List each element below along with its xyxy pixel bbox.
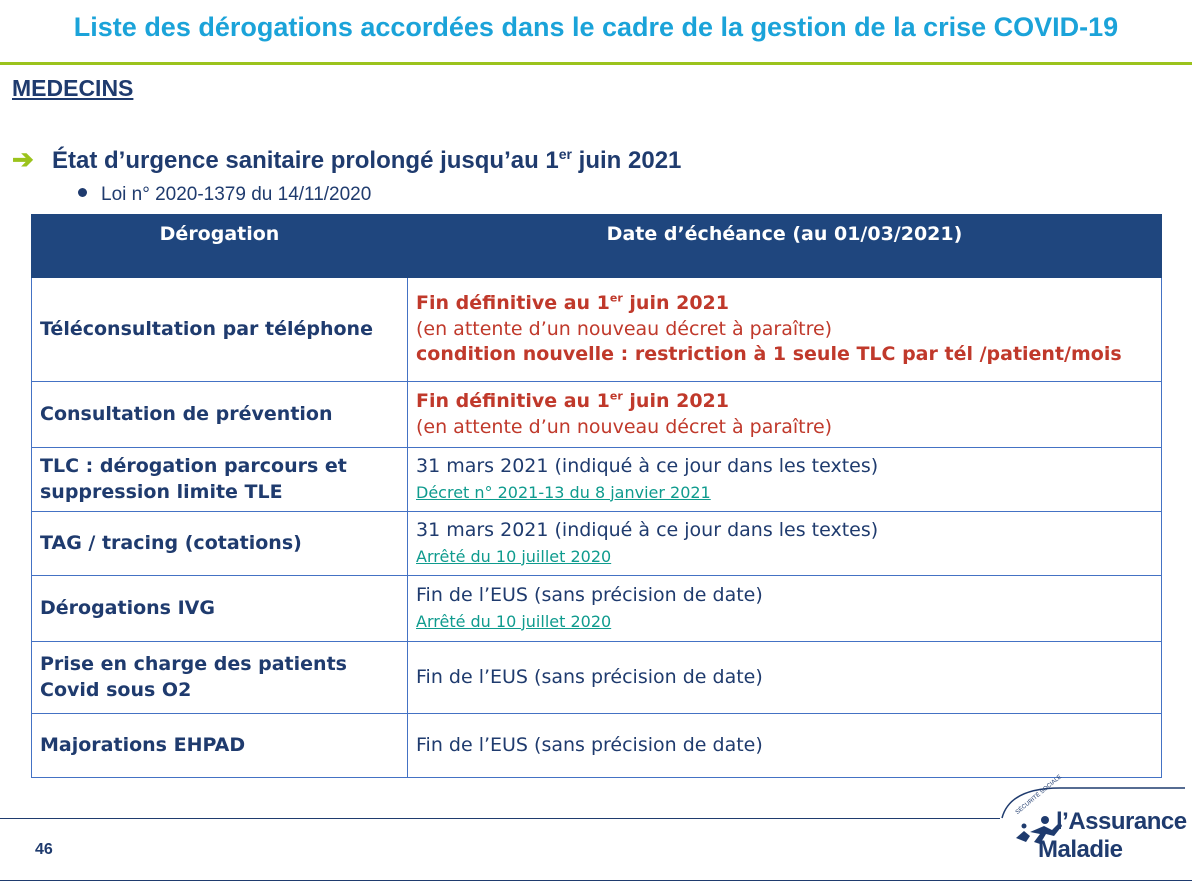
title-divider: [0, 62, 1192, 65]
row-value: Fin de l’EUS (sans précision de date): [408, 642, 1162, 714]
new-condition: condition nouvelle : restriction à 1 seule TLC par tél /patient/mois: [416, 343, 1122, 366]
row-label: Consultation de prévention: [32, 382, 408, 448]
column-header-derogation: Dérogation: [32, 215, 408, 278]
headline-end: juin 2021: [572, 147, 682, 174]
row-label: TLC : dérogation parcours et suppression limite TLE: [32, 448, 408, 512]
table-row: [32, 576, 1162, 642]
row-value-text: 31 mars 2021 (indiqué à ce jour dans les textes): [416, 454, 879, 477]
pending-note: (en attente d’un nouveau décret à paraître): [416, 317, 833, 340]
end-date-sup: er: [609, 291, 623, 305]
headline-main: État d’urgence sanitaire prolongé jusqu’au 1: [52, 147, 559, 174]
arrow-right-icon: ➔: [12, 144, 34, 174]
row-value: [408, 576, 1162, 642]
column-header-date: Date d’échéance (au 01/03/2021): [408, 215, 1162, 278]
bullet-dot-icon: [78, 188, 87, 197]
end-date-text: Fin définitive au 1: [416, 389, 610, 412]
row-label: TAG / tracing (cotations): [32, 512, 408, 576]
headline-sup: er: [558, 146, 572, 162]
decree-link[interactable]: Décret n° 2021-13 du 8 janvier 2021: [416, 482, 711, 502]
logo-text-line2: Maladie: [1038, 836, 1123, 863]
table-row: [32, 714, 1162, 778]
row-label: Majorations EHPAD: [32, 714, 408, 778]
headline: [52, 146, 681, 175]
decree-link[interactable]: Arrêté du 10 juillet 2020: [416, 611, 612, 631]
row-value-text: Fin de l’EUS (sans précision de date): [416, 583, 763, 606]
section-heading: MEDECINS: [12, 75, 134, 101]
bullet-text: Loi n° 2020-1379 du 14/11/2020: [101, 184, 372, 205]
assurance-maladie-logo: [1000, 774, 1187, 876]
table-header-row: [32, 215, 1162, 278]
row-label: Dérogations IVG: [32, 576, 408, 642]
end-date-sup: er: [609, 389, 623, 403]
table-row: [32, 448, 1162, 512]
row-value-text: 31 mars 2021 (indiqué à ce jour dans les textes): [416, 518, 879, 541]
table-row: [32, 642, 1162, 714]
end-date-text: Fin définitive au 1: [416, 292, 610, 315]
row-value: Fin de l’EUS (sans précision de date): [408, 714, 1162, 778]
end-date-line: [416, 389, 1153, 415]
row-label: Prise en charge des patients Covid sous O2: [32, 642, 408, 714]
row-label: Téléconsultation par téléphone: [32, 278, 408, 382]
end-date-text-end: juin 2021: [622, 389, 729, 412]
row-value: [408, 448, 1162, 512]
bullet-item: [78, 184, 371, 206]
footer-bottom-line: [0, 880, 1192, 881]
row-value: [408, 382, 1162, 448]
table-row: [32, 278, 1162, 382]
page-number: 46: [35, 841, 53, 858]
logo-text-line1: l’Assurance: [1056, 808, 1187, 835]
footer-divider: [0, 818, 1000, 819]
row-value: [408, 512, 1162, 576]
end-date-line: [416, 291, 1153, 317]
derogations-table: [31, 214, 1161, 778]
table-row: [32, 512, 1162, 576]
table-row: [32, 382, 1162, 448]
end-date-text-end: juin 2021: [622, 292, 729, 315]
row-value: [408, 278, 1162, 382]
decree-link[interactable]: Arrêté du 10 juillet 2020: [416, 546, 612, 566]
logo-small-text: SÉCURITÉ SOCIALE: [1014, 774, 1064, 816]
pending-note: (en attente d’un nouveau décret à paraître): [416, 415, 833, 438]
slide-title: Liste des dérogations accordées dans le cadre de la gestion de la crise COVID-19: [73, 12, 1119, 42]
